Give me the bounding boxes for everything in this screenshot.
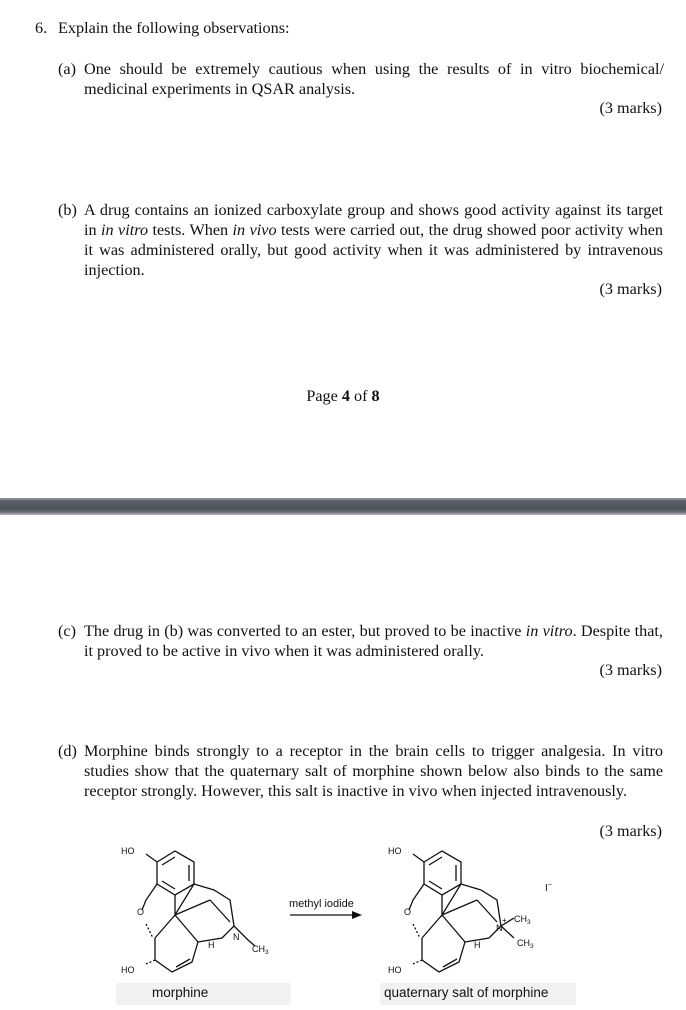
reaction-scheme [0, 830, 686, 1010]
salt-ch3-upper: $CH_3$ [514, 914, 531, 926]
part-b-label: (b) [58, 201, 77, 219]
morphine-ho-top: HO [121, 846, 135, 856]
part-c-marks: (3 marks) [599, 661, 662, 679]
part-b-text-3: tests were carried out, the drug showed poor activity when it was administered orally, but good activity when it was administered by intravenous injection. [84, 221, 663, 279]
part-c-label: (c) [58, 622, 76, 640]
reagent-label: methyl iodide [289, 898, 354, 910]
morphine-h: H [208, 940, 215, 950]
morphine-atom-labels [121, 846, 269, 975]
page-divider [0, 498, 686, 515]
morphine-structure [142, 851, 255, 972]
page-prefix: Page [306, 387, 342, 405]
page-of: of [349, 387, 372, 405]
part-b-em-in-vivo: in vivo [232, 221, 277, 239]
salt-n-charge: + [502, 916, 507, 925]
page-total: 8 [371, 387, 380, 405]
part-a-label: (a) [58, 60, 76, 78]
part-c-text [84, 621, 663, 661]
part-d-label: (d) [58, 742, 77, 760]
question-title: Explain the following observations: [58, 19, 290, 37]
part-a-text: One should be extremely cautious when using the results of in vitro biochemical/ medicinal experiments in QSAR analysis. [84, 60, 664, 98]
reaction-arrow [290, 911, 362, 919]
salt-ch3-lower: $CH_3$ [517, 938, 534, 950]
salt-ho-bottom: HO [388, 965, 402, 975]
morphine-ho-bottom: HO [121, 965, 135, 975]
salt-o-bridge: O [404, 907, 412, 917]
part-b-text-2: tests. When [148, 221, 233, 239]
part-d-marks: (3 marks) [599, 822, 662, 840]
part-d-text: Morphine binds strongly to a receptor in the brain cells to trigger analgesia. In vitro studies show that the quaternary salt of morphine shown below also binds to the same receptor strongly. However, this salt is inactive in vivo when injected intravenously. [84, 742, 663, 800]
part-c-text-2: . Despite that, it proved to be active in vivo when it was administered orally. [84, 622, 663, 660]
salt-n: N [496, 923, 503, 933]
part-a-marks: (3 marks) [599, 99, 662, 117]
morphine-o-bridge: O [137, 907, 145, 917]
salt-h: H [474, 940, 481, 950]
part-b-marks: (3 marks) [599, 280, 662, 298]
part-c-em-in-vitro: in vitro [525, 622, 573, 640]
morphine-n: N [233, 932, 240, 942]
question-number: 6. [35, 19, 48, 37]
part-b-text [84, 200, 663, 280]
quaternary-salt-structure [409, 851, 514, 972]
morphine-caption: morphine [152, 985, 209, 1000]
page-number: 4 [341, 387, 350, 405]
morphine-ch3: $CH_3$ [252, 944, 269, 956]
part-c-text-1: The drug in (b) was converted to an ester, but proved to be inactive [84, 622, 526, 640]
page-footer [0, 387, 686, 406]
part-b-text-1: A drug contains an ionized carboxylate group and shows good activity against its target in [84, 201, 663, 239]
quaternary-salt-atom-labels [388, 846, 552, 975]
quaternary-salt-caption: quaternary salt of morphine [384, 985, 549, 1000]
part-b-em-in-vitro: in vitro [101, 221, 149, 239]
salt-ho-top: HO [388, 846, 402, 856]
iodide-counterion: I− [545, 882, 552, 894]
